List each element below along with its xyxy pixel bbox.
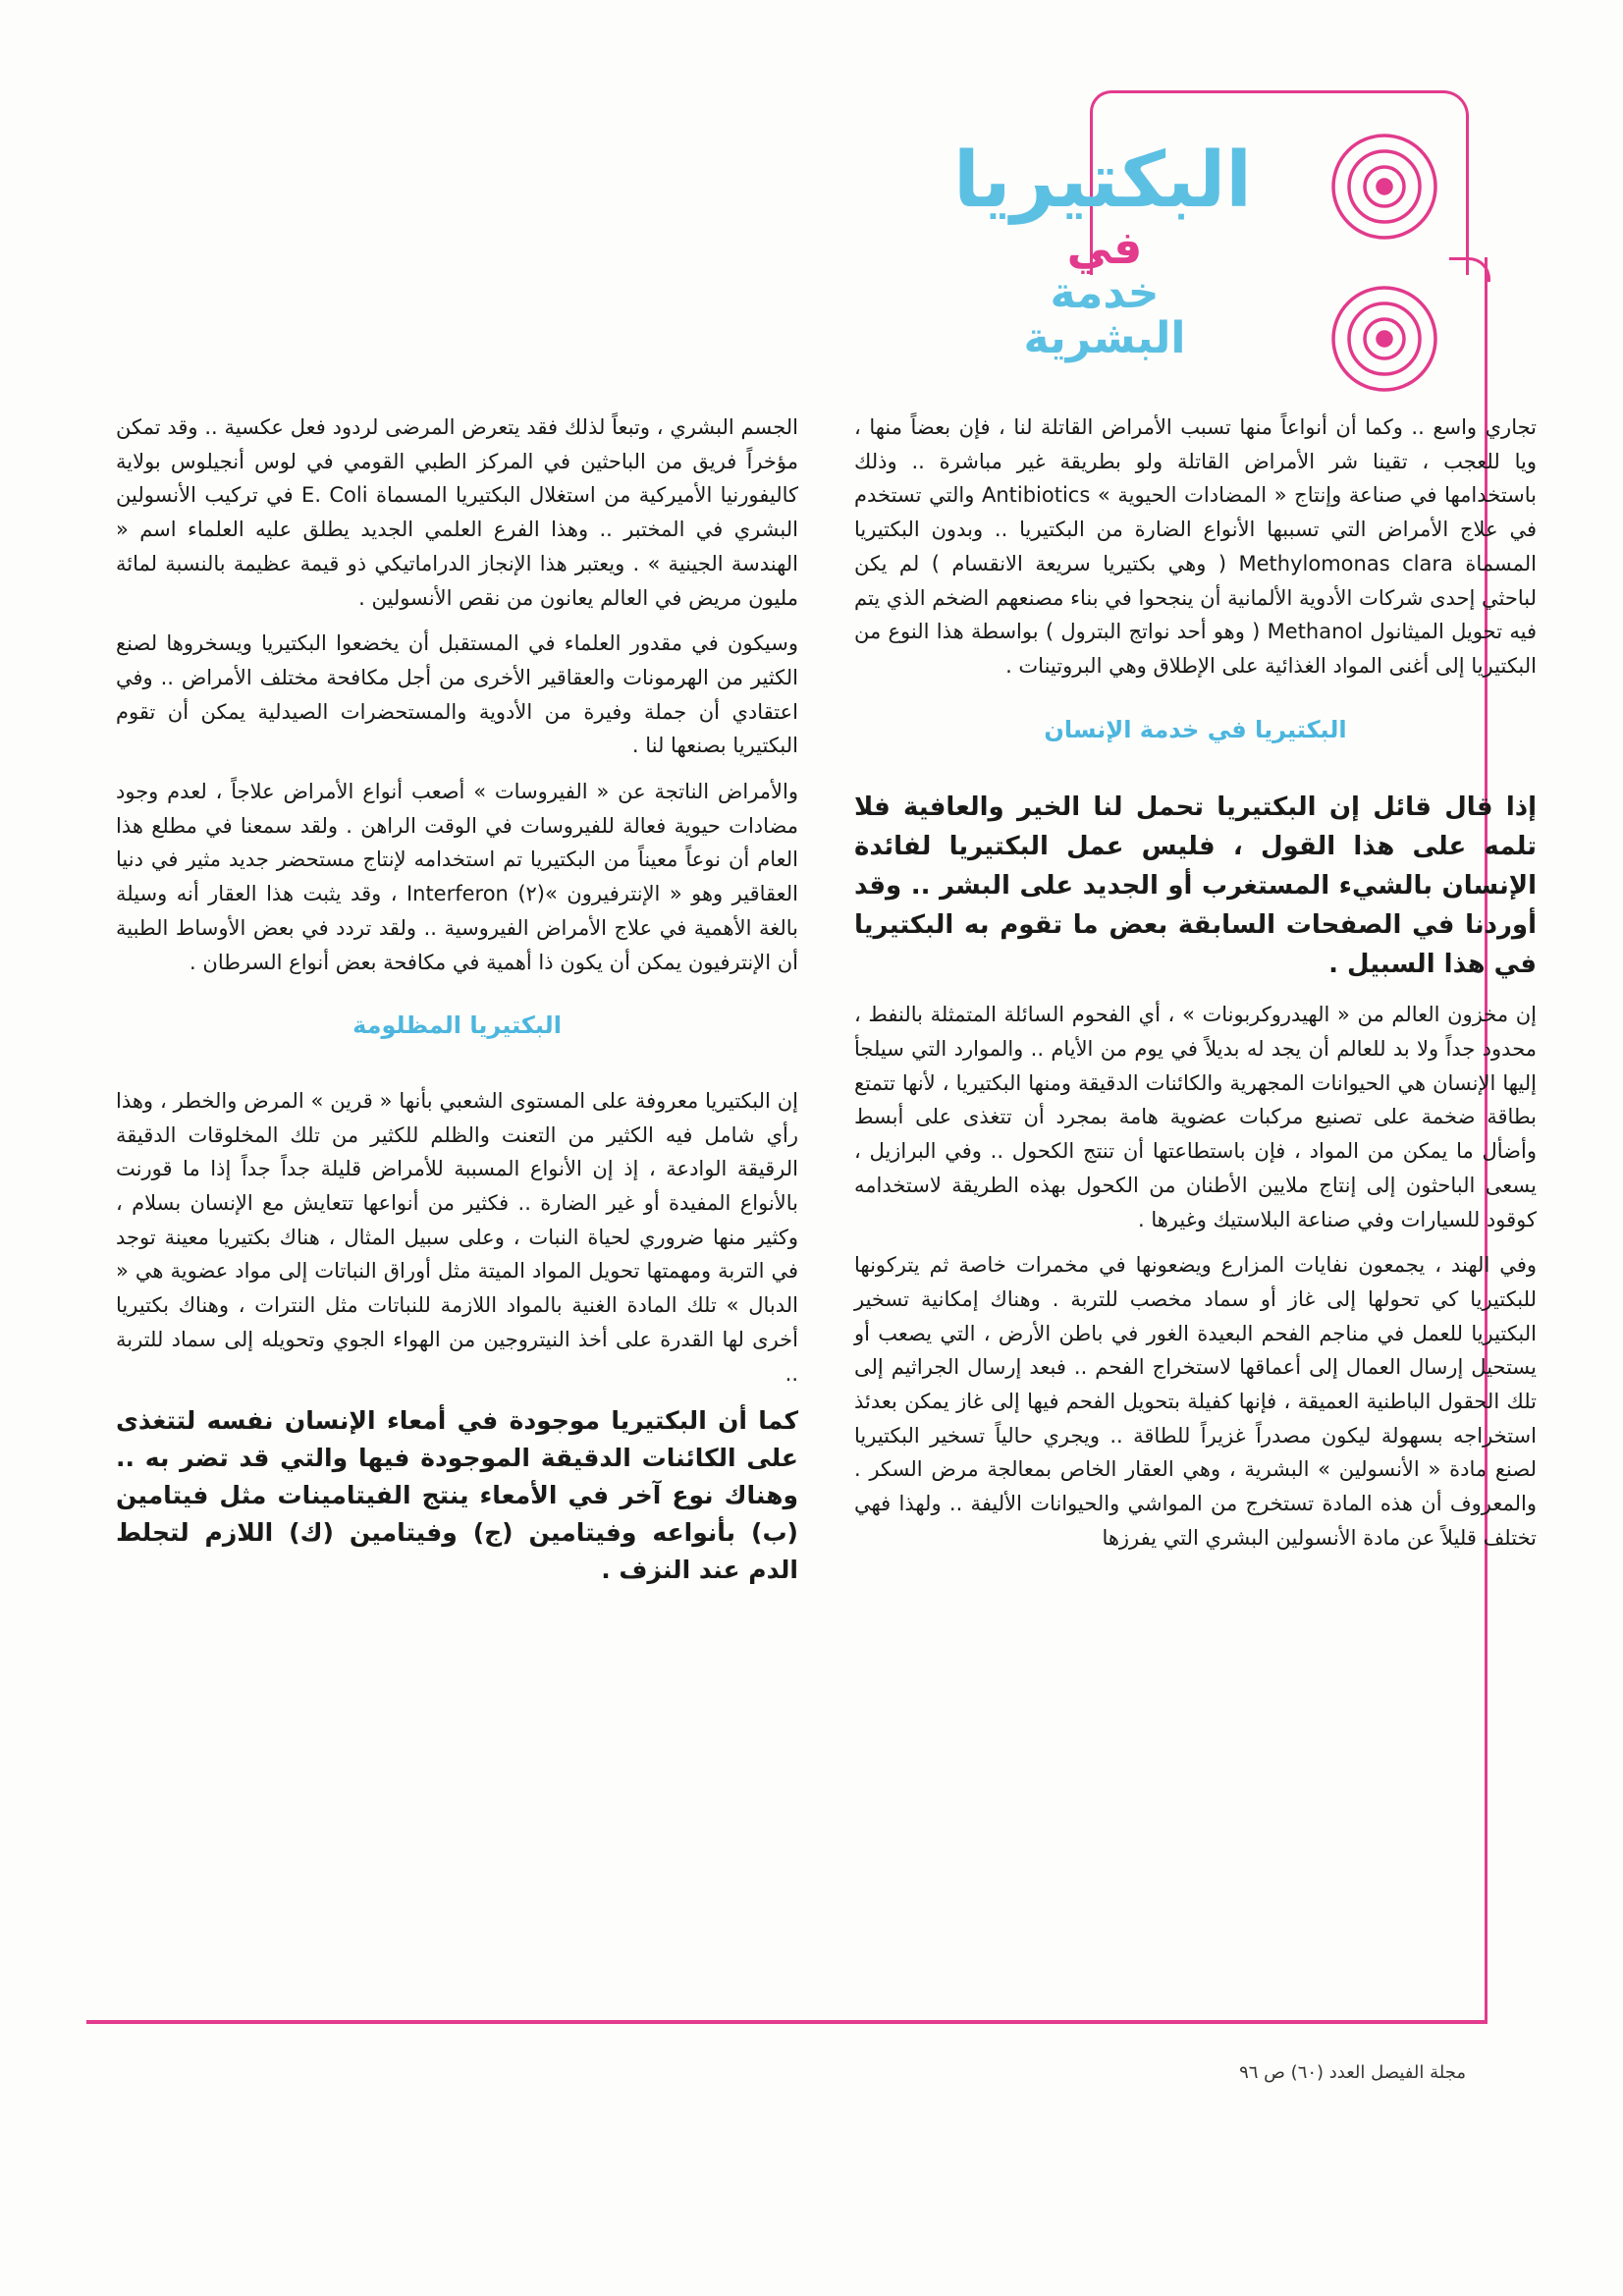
paragraph: تجاري واسع .. وكما أن أنواعاً منها تسبب الأمراض القاتلة لنا ، فإن بعضاً منها ، ويا للعجب ، تقينا شر الأمراض القاتلة ولو بطريقة غير مباشرة .. وذلك باستخدامها في صناعة وإنتاج « المضادات الحيوية » Antibiotics والتي تستخدم في علاج الأمراض التي تسببها الأنواع الضارة من البكتيريا .. وبدون البكتيريا المسماة Methylomonas clara ( وهي بكتيريا سريعة الانقسام ) لم يكن لباحثي إحدى شركات الأدوية الألمانية أن ينجحوا في بناء مصنعهم الضخم الذي يتم فيه تحويل الميثانول Methanol ( وهو أحد نواتج البترول ) بواسطة هذا النوع من البكتيريا إلى أغنى المواد الغذائية على الإطلاق وهي البروتينات . (854, 415, 1538, 678)
title-in: في (1066, 221, 1143, 274)
paragraph: وفي الهند ، يجمعون نفايات المزارع ويضعونها في مخمرات خاصة ثم يتركونها للبكتيريا كي تحولها إلى غاز أو سماد مخصب للتربة . وهناك إمكانية تسخير البكتيريا للعمل في مناجم الفحم البعيدة الغور في باطن الأرض ، التي يصعب أو يستحيل إرسال العمال إلى أعماقها لاستخراج الفحم .. فبعد إرسال الجراثيم إلى تلك الحقول الباطنية العميقة ، فإنها كفيلة بتحويل الفحم فيها إلى غاز يمكن بعدئذ استخراجه بسهولة ليكون مصدراً غزيراً للطاقة .. ويجري حالياً تسخير البكتيريا لصنع مادة « الأنسولين » البشرية ، وهي العقار الخاص بمعالجة مرض السكر . والمعروف أن هذه المادة تستخرج من المواشي والحيوانات الأليفة .. ولهذا فهي تختلف قليلاً عن مادة الأنسولين البشري التي يفرزها (854, 1253, 1537, 1550)
paragraph: الجسم البشري ، وتبعاً لذلك فقد يتعرض المرضى لردود فعل عكسية .. وقد تمكن مؤخراً فريق من الباحثين في المركز الطبي القومي في لوس أنجيلوس بولاية كاليفورنيا الأميركية من استغلال البكتيريا المسماة E. Coli في تركيب الأنسولين البشري في المختبر .. وهذا الفرع العلمي الجديد يطلق عليه العلماء اسم « الهندسة الجينية » . ويعتبر هذا الإنجاز الدراماتيكي ذو قيمة عظيمة بالنسبة لمائة مليون مريض في العالم يعانون من نقص الأنسولين . (116, 415, 798, 610)
title-main: البكتيريا (952, 137, 1252, 225)
section-heading: البكتيريا في خدمة الإنسان (1044, 715, 1347, 743)
title-sub-1: خدمة (1050, 268, 1160, 318)
paragraph: إن مخزون العالم من « الهيدروكربونات » ، أي الفحوم السائلة المتمثلة بالنفط ، محدود جداً ولا بد للعالم أن يجد له بديلاً في يوم من الأيام .. والموارد التي سيلجأ إليها الإنسان هي الحيوانات المجهرية والكائنات الدقيقة ومنها البكتيريا ، لأنها تتمتع بطاقة ضخمة على تصنيع مركبات عضوية هامة بمجرد أن تتغذى على أبسط وأضأل ما يمكن من المواد ، فإن باستطاعتها أن تنتج الكحول .. وفي البرازيل ، يسعى الباحثون إلى إنتاج ملايين الأطنان من الكحول بهذه الطريقة لاستخدامه كوقود للسيارات وفي صناعة البلاستيك وغيرها . (854, 1003, 1537, 1231)
article-title (952, 137, 1252, 363)
paragraph: وسيكون في مقدور العلماء في المستقبل أن يخضعوا البكتيريا ويسخروها لصنع الكثير من الهرمونات والعقاقير الأخرى من أجل مكافحة مختلف الأمراض .. وفي اعتقادي أن جملة وفيرة من الأدوية والمستحضرات الصيدلية يمكن أن تقوم البكتيريا بصنعها لنا . (116, 631, 798, 758)
right-column (854, 410, 1537, 1567)
page-footer: مجلة الفيصل العدد (٦٠) ص ٩٦ (1239, 2062, 1466, 2083)
decorative-frame-bottom (86, 2020, 1488, 2024)
bold-paragraph: كما أن البكتيريا موجودة في أمعاء الإنسان نفسه لتتغذى على الكائنات الدقيقة الموجودة فيها والتي قد تضر به .. وهناك نوع آخر في الأمعاء ينتج الفيتامينات مثل فيتامين (ب) بأنواعه وفيتامين (ج) وفيتامين (ك) اللازم لتجلط الدم عند النزف . (116, 1406, 798, 1585)
title-sub-2: البشرية (1023, 313, 1186, 363)
paragraph: إن البكتيريا معروفة على المستوى الشعبي بأنها « قرين » المرض والخطر ، وهذا رأي شامل فيه الكثير من التعنت والظلم للكثير من تلك المخلوقات الدقيقة الرقيقة الوادعة ، إذ إن الأنواع المسببة للأمراض قليلة جداً جداً إذا ما قورنت بالأنواع المفيدة أو غير الضارة .. فكثير من أنواعها تتعايش مع الإنسان بسلام ، وكثير منها ضروري لحياة النبات ، وعلى سبيل المثال ، هناك بكتيريا معينة توجد في التربة ومهمتها تحويل المواد الميتة مثل أوراق النباتات إلى مواد عضوية هي « الدبال » تلك المادة الغنية بالمواد اللازمة للنباتات مثل النترات ، وهناك بكتيريا أخرى لها القدرة على أخذ النيتروجين من الهواء الجوي وتحويله إلى سماد للتربة .. (116, 1088, 798, 1386)
paragraph: والأمراض الناتجة عن « الفيروسات » أصعب أنواع الأمراض علاجاً ، لعدم وجود مضادات حيوية فعالة للفيروسات في الوقت الراهن . ولقد سمعنا في مطلع هذا العام أن نوعاً معيناً من البكتيريا تم استخدامه لإنتاج مستحضر جديد مثير في دنيا العقاقير وهو « الإنترفيرون »(٢) Interferon ، وقد يثبت هذا العقار أنه وسيلة بالغة الأهمية في علاج الأمراض الفيروسية .. ولقد تردد في بعض الأوساط الطبية أن الإنترفيون يمكن أن يكون ذا أهمية في مكافحة بعض أنواع السرطان . (116, 780, 798, 974)
section-heading: البكتيريا المظلومة (352, 1011, 562, 1040)
lead-paragraph: إذا قال قائل إن البكتيريا تحمل لنا الخير والعافية فلا تلمه على هذا القول ، فليس عمل البكتيريا لفائدة الإنسان بالشيء المستغرب أو الجديد على البشر .. وقد أوردنا في الصفحات السابقة بعض ما تقوم به البكتيريا في هذا السبيل . (854, 793, 1537, 980)
left-column (116, 410, 798, 1601)
